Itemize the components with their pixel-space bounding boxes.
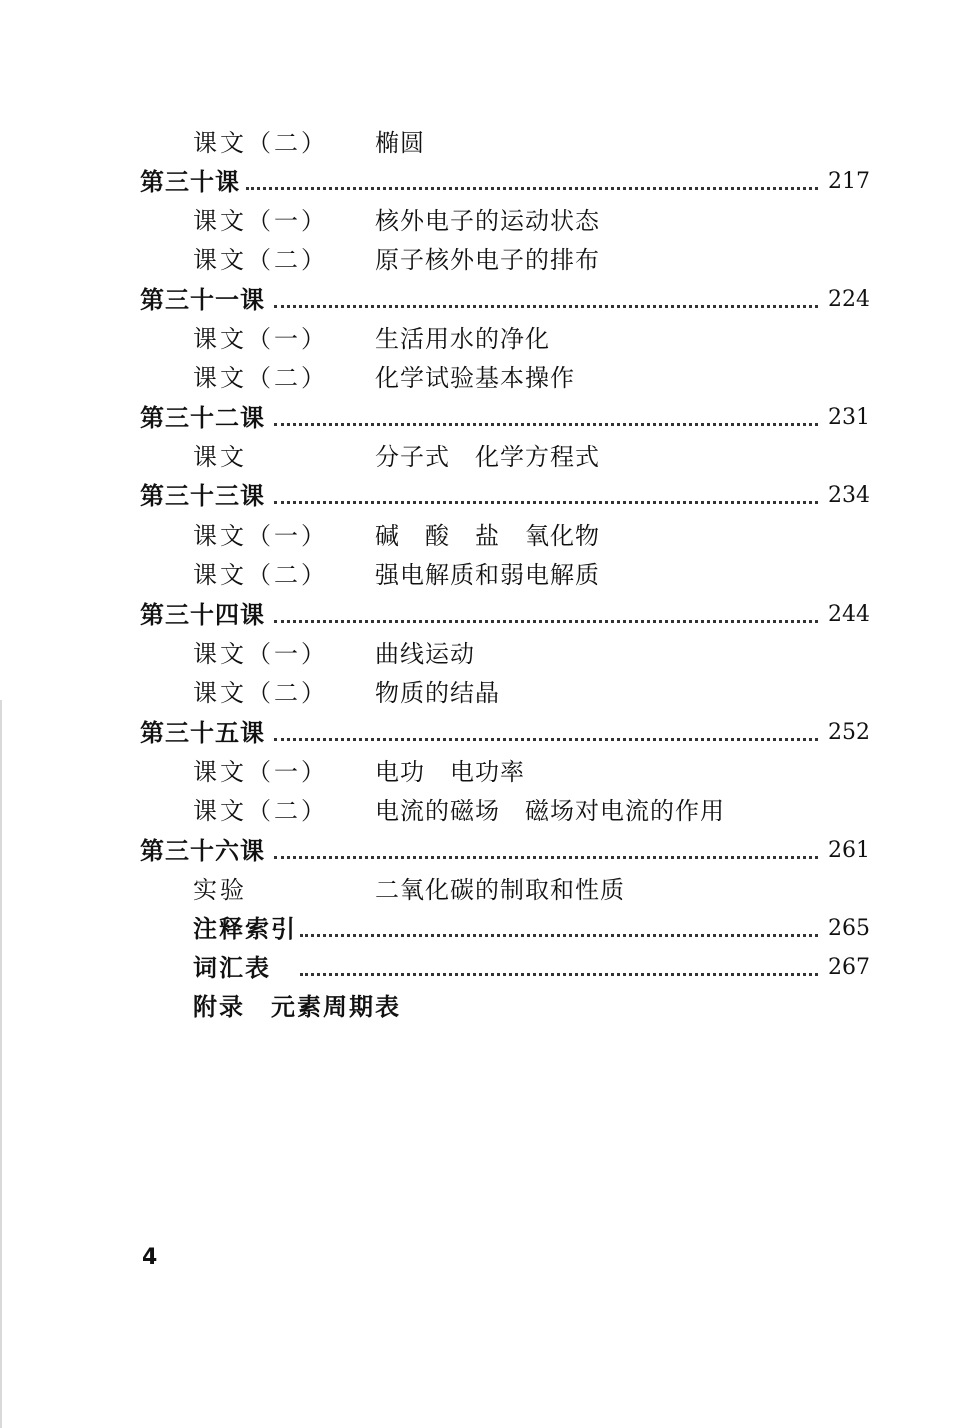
lesson-label: 第三十二课	[140, 404, 265, 432]
toc-subentry	[0, 125, 960, 161]
toc-subentry	[0, 321, 960, 357]
dot-leader	[274, 423, 818, 426]
lesson-label: 第三十五课	[140, 719, 265, 747]
subentry-title: 电功 电功率	[375, 758, 525, 786]
toc-back-matter-entry	[0, 989, 960, 1025]
lesson-label: 第三十三课	[140, 482, 265, 510]
lesson-label: 第三十六课	[140, 837, 265, 865]
subentry-title: 生活用水的净化	[375, 325, 550, 353]
subentry-label: 课文（二）	[193, 364, 328, 392]
subentry-label: 课文（二）	[193, 246, 328, 274]
subentry-title: 曲线运动	[375, 640, 475, 668]
toc-lesson-entry	[0, 715, 960, 751]
subentry-title: 椭圆	[375, 129, 425, 157]
back-matter-label: 注释索引	[193, 915, 297, 943]
subentry-label: 课文（二）	[193, 129, 328, 157]
dot-leader	[274, 738, 818, 741]
subentry-label: 课文（一）	[193, 325, 328, 353]
page-ref: 252	[828, 720, 870, 745]
toc-subentry	[0, 518, 960, 554]
dot-leader	[274, 856, 818, 859]
dot-leader	[274, 620, 818, 623]
dot-leader	[246, 187, 818, 190]
dot-leader	[300, 934, 818, 937]
toc-subentry	[0, 636, 960, 672]
subentry-title: 化学试验基本操作	[375, 364, 575, 392]
dot-leader	[274, 501, 818, 504]
toc-lesson-entry	[0, 597, 960, 633]
lesson-label: 第三十课	[140, 168, 240, 196]
page-ref: 234	[828, 483, 870, 508]
toc-subentry	[0, 242, 960, 278]
subentry-label: 课文	[193, 443, 247, 471]
subentry-label: 课文（一）	[193, 522, 328, 550]
subentry-label: 课文（二）	[193, 561, 328, 589]
back-matter-label: 附录 元素周期表	[193, 993, 401, 1021]
subentry-label: 实验	[193, 876, 247, 904]
subentry-label: 课文（一）	[193, 207, 328, 235]
dot-leader	[274, 305, 818, 308]
subentry-title: 分子式 化学方程式	[375, 443, 600, 471]
page-ref: 231	[828, 405, 870, 430]
subentry-label: 课文（二）	[193, 679, 328, 707]
toc-subentry	[0, 872, 960, 908]
page-ref: 267	[828, 955, 870, 980]
toc-lesson-entry	[0, 282, 960, 318]
toc-back-matter-entry	[0, 950, 960, 986]
subentry-label: 课文（一）	[193, 640, 328, 668]
toc-subentry	[0, 557, 960, 593]
toc-back-matter-entry	[0, 911, 960, 947]
lesson-label: 第三十一课	[140, 286, 265, 314]
toc-lesson-entry	[0, 164, 960, 200]
subentry-label: 课文（二）	[193, 797, 328, 825]
subentry-title: 碱 酸 盐 氧化物	[375, 522, 600, 550]
toc-subentry	[0, 360, 960, 396]
subentry-title: 二氧化碳的制取和性质	[375, 876, 625, 904]
lesson-label: 第三十四课	[140, 601, 265, 629]
toc-lesson-entry	[0, 478, 960, 514]
toc-subentry	[0, 793, 960, 829]
toc-subentry	[0, 203, 960, 239]
toc-lesson-entry	[0, 400, 960, 436]
toc-subentry	[0, 754, 960, 790]
page-ref: 265	[828, 916, 870, 941]
subentry-title: 核外电子的运动状态	[375, 207, 600, 235]
page-ref: 244	[828, 602, 870, 627]
toc-subentry	[0, 675, 960, 711]
page-ref: 261	[828, 838, 870, 863]
page-ref: 224	[828, 287, 870, 312]
subentry-title: 原子核外电子的排布	[375, 246, 600, 274]
back-matter-label: 词汇表	[193, 954, 271, 982]
subentry-label: 课文（一）	[193, 758, 328, 786]
dot-leader	[300, 973, 818, 976]
subentry-title: 强电解质和弱电解质	[375, 561, 600, 589]
page-ref: 217	[828, 169, 870, 194]
subentry-title: 电流的磁场 磁场对电流的作用	[375, 797, 725, 825]
page-number: 4	[142, 1245, 158, 1270]
toc-subentry	[0, 439, 960, 475]
subentry-title: 物质的结晶	[375, 679, 500, 707]
toc-lesson-entry	[0, 833, 960, 869]
